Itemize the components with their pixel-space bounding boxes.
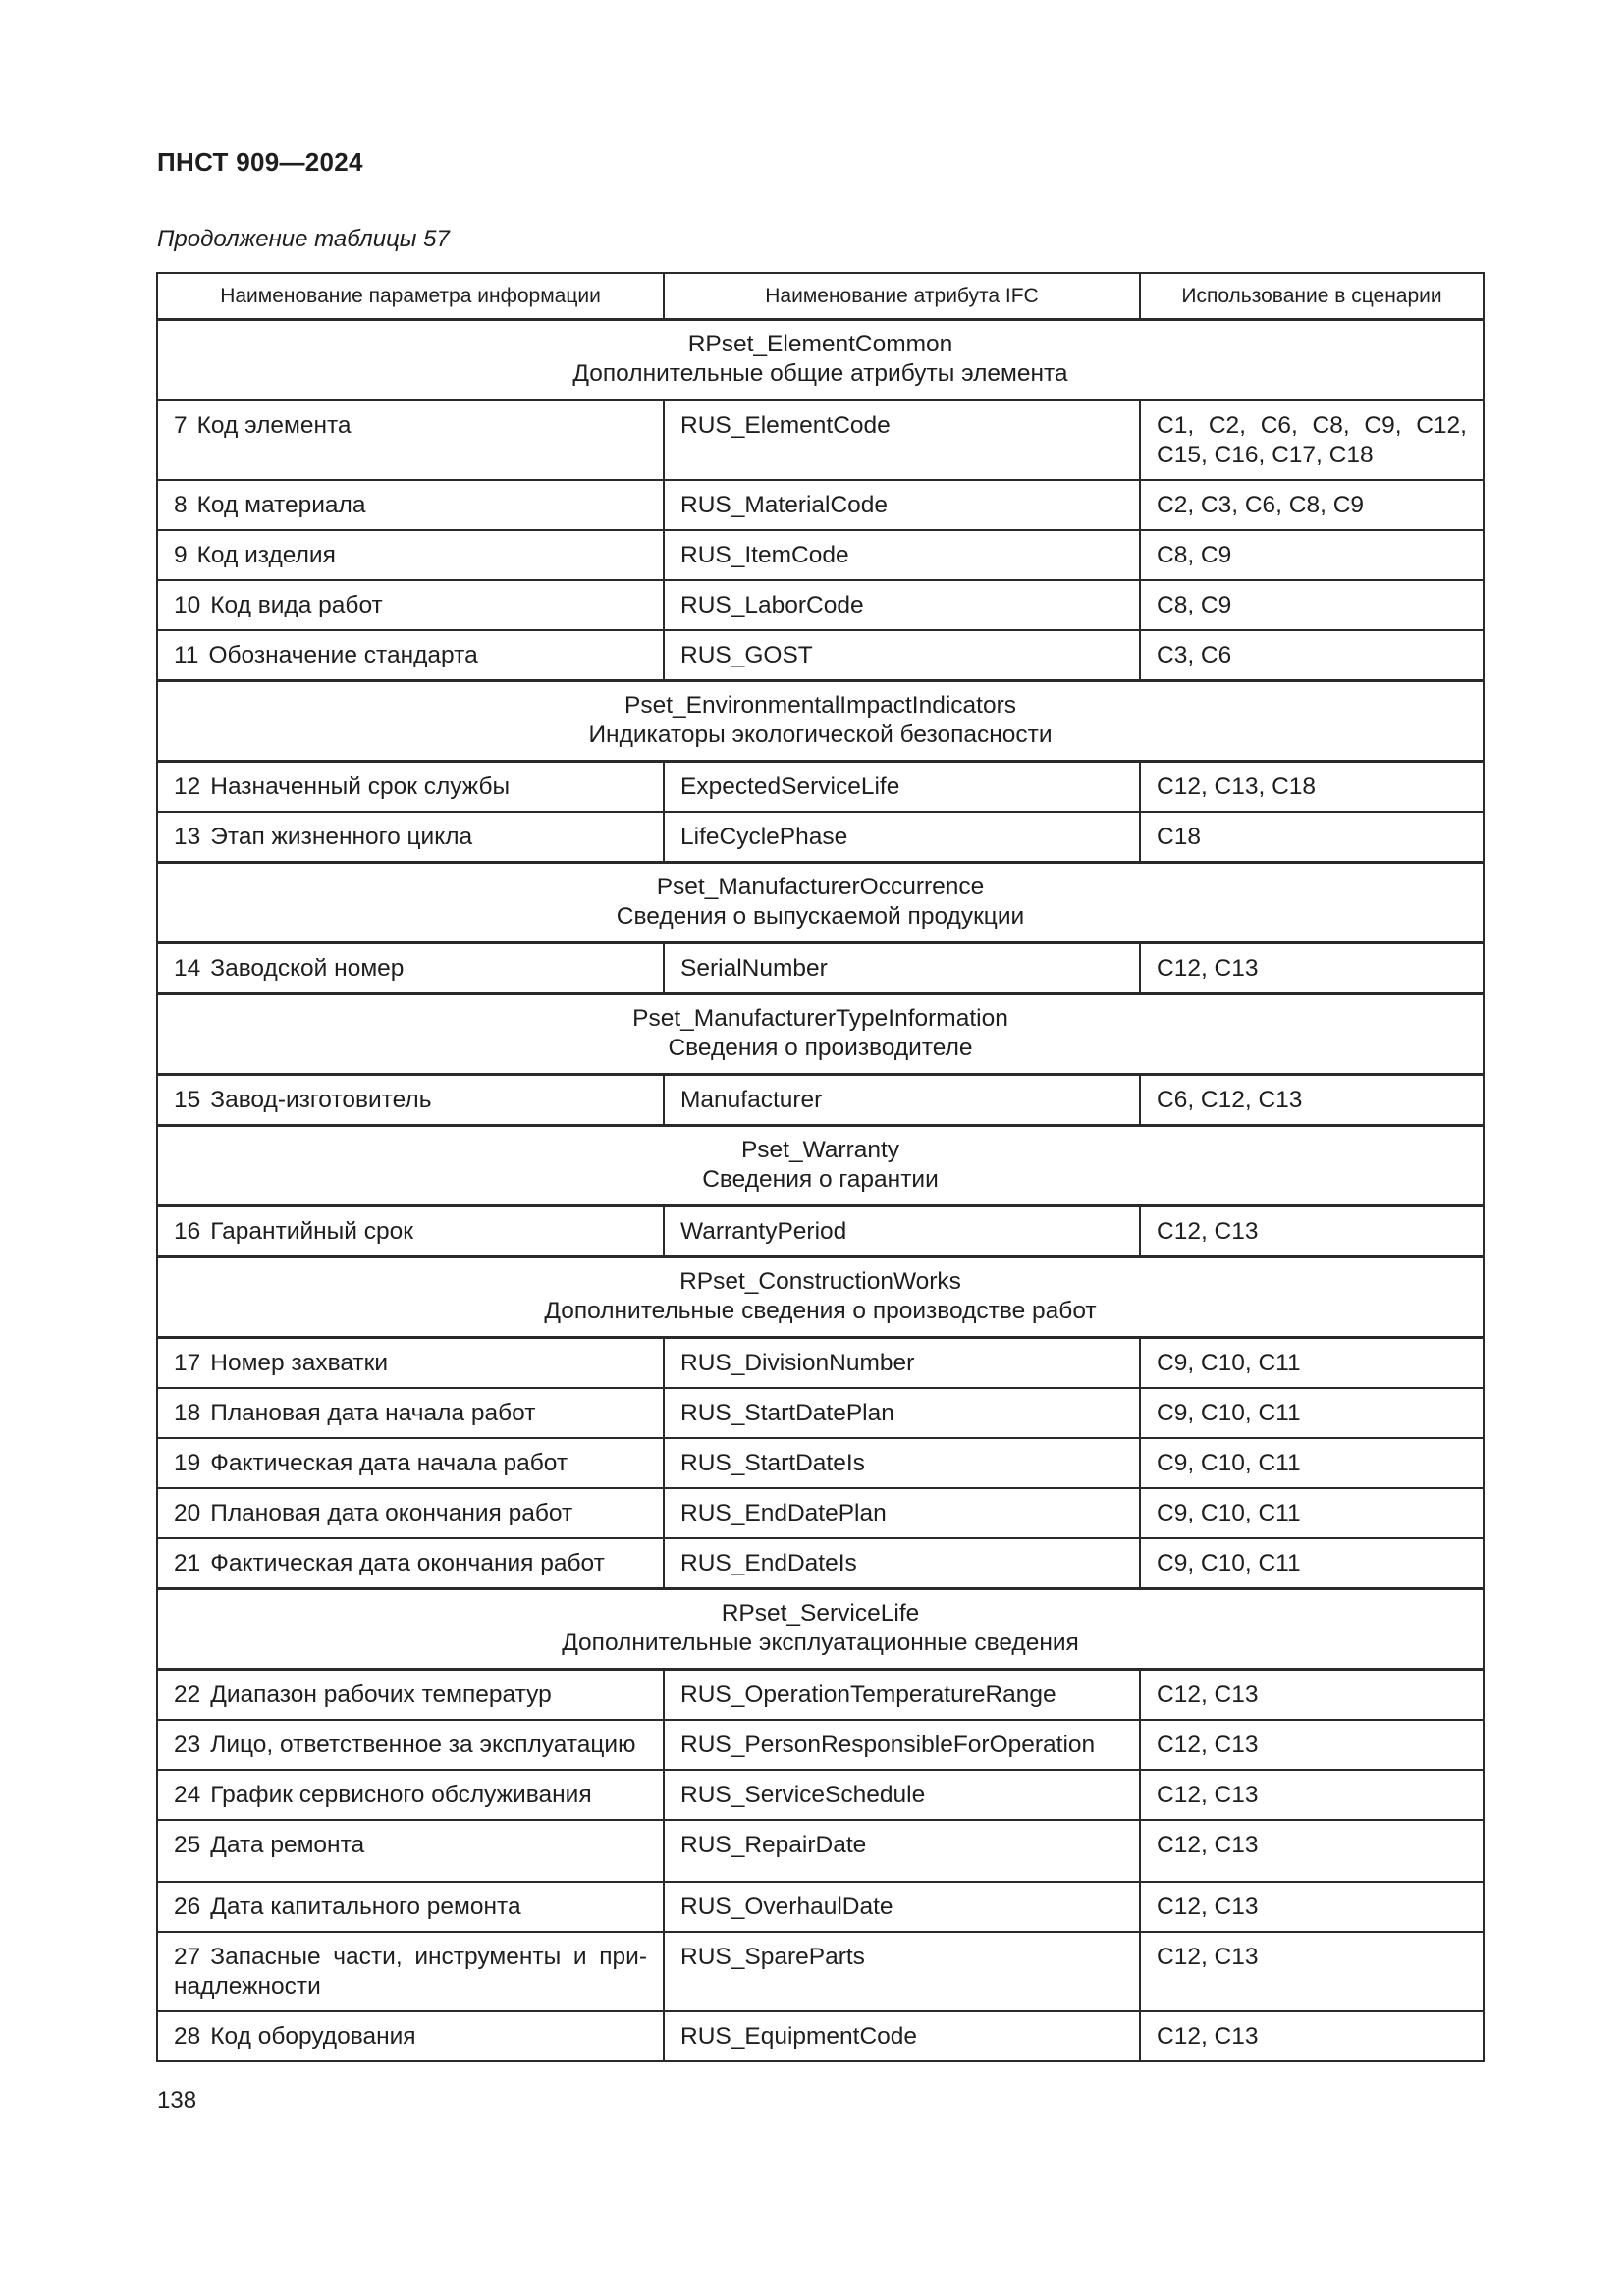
table-header-row xyxy=(157,273,1484,320)
row-number: 24 xyxy=(174,1782,201,1808)
parameter-cell xyxy=(157,2011,664,2061)
property-set-description: Сведения о выпускаемой продукции xyxy=(616,903,1025,930)
parameter-cell xyxy=(157,630,664,681)
scenario-usage-cell: C9, C10, C11 xyxy=(1140,1538,1484,1589)
parameter-cell xyxy=(157,1932,664,2011)
row-number: 21 xyxy=(174,1550,201,1576)
table-row xyxy=(157,1338,1484,1389)
table-row xyxy=(157,1882,1484,1932)
table-row xyxy=(157,1720,1484,1770)
parameter-name: Дата ремонта xyxy=(210,1832,365,1858)
table-row xyxy=(157,1388,1484,1438)
page-number: 138 xyxy=(157,2087,197,2113)
row-number: 9 xyxy=(174,542,188,568)
parameter-name: График сервисного обслуживания xyxy=(210,1782,592,1808)
parameter-cell xyxy=(157,1882,664,1932)
column-header-ifc-attribute: Наименование атрибута IFC xyxy=(664,273,1140,320)
property-set-name: Pset_ManufacturerOccurrence xyxy=(656,874,985,900)
parameters-table xyxy=(156,272,1485,2062)
ifc-attribute-cell: RUS_StartDateIs xyxy=(664,1438,1140,1488)
parameter-name: Код оборудования xyxy=(210,2023,416,2050)
ifc-attribute-cell: RUS_ServiceSchedule xyxy=(664,1770,1140,1820)
property-set-description: Сведения о производителе xyxy=(668,1035,973,1061)
column-header-parameter: Наименование параметра информации xyxy=(157,273,664,320)
parameter-cell xyxy=(157,812,664,863)
parameter-name: Код элемента xyxy=(196,412,352,439)
row-number: 27 xyxy=(174,1944,201,1970)
row-number: 12 xyxy=(174,774,201,800)
scenario-usage-cell: C12, C13 xyxy=(1140,1820,1484,1882)
table-row xyxy=(157,812,1484,863)
parameter-cell xyxy=(157,762,664,813)
table-row xyxy=(157,400,1484,481)
parameter-cell xyxy=(157,943,664,994)
parameter-name: Запасные части, инструменты и при-надлежности xyxy=(174,1944,647,2000)
property-set-description: Дополнительные эксплуатационные сведения xyxy=(562,1629,1079,1656)
parameter-name: Код изделия xyxy=(196,542,336,568)
property-set-description: Сведения о гарантии xyxy=(702,1166,939,1193)
parameter-name: Лицо, ответственное за эксплуатацию xyxy=(210,1732,636,1758)
table-row xyxy=(157,580,1484,630)
parameter-name: Обозначение стандарта xyxy=(208,642,478,668)
row-number: 10 xyxy=(174,592,201,618)
ifc-attribute-cell: RUS_StartDatePlan xyxy=(664,1388,1140,1438)
row-number: 26 xyxy=(174,1894,201,1920)
row-number: 17 xyxy=(174,1350,201,1376)
scenario-usage-cell: C9, C10, C11 xyxy=(1140,1338,1484,1389)
parameter-cell xyxy=(157,400,664,481)
table-row xyxy=(157,1488,1484,1538)
property-set-description: Дополнительные общие атрибуты элемента xyxy=(572,360,1068,387)
scenario-usage-cell: C12, C13, C18 xyxy=(1140,762,1484,813)
ifc-attribute-cell: SerialNumber xyxy=(664,943,1140,994)
parameter-name: Завод-изготовитель xyxy=(210,1087,432,1113)
table-row xyxy=(157,1820,1484,1882)
ifc-attribute-cell: RUS_LaborCode xyxy=(664,580,1140,630)
parameter-cell xyxy=(157,1075,664,1126)
row-number: 8 xyxy=(174,492,188,518)
parameter-cell xyxy=(157,1338,664,1389)
parameter-name: Номер захватки xyxy=(210,1350,389,1376)
row-number: 20 xyxy=(174,1500,201,1526)
table-row xyxy=(157,1206,1484,1257)
row-number: 14 xyxy=(174,955,201,982)
parameter-name: Код вида работ xyxy=(210,592,383,618)
ifc-attribute-cell: RUS_MaterialCode xyxy=(664,480,1140,530)
ifc-attribute-cell: RUS_OverhaulDate xyxy=(664,1882,1140,1932)
row-number: 13 xyxy=(174,824,201,850)
ifc-attribute-cell: RUS_PersonResponsibleForOperation xyxy=(664,1720,1140,1770)
scenario-usage-cell: C12, C13 xyxy=(1140,1882,1484,1932)
parameter-cell xyxy=(157,530,664,580)
group-header-row xyxy=(157,863,1484,943)
parameter-name: Диапазон рабочих температур xyxy=(210,1682,552,1708)
ifc-attribute-cell: RUS_DivisionNumber xyxy=(664,1338,1140,1389)
scenario-usage-cell: C1, C2, C6, C8, C9, C12, C15, C16, C17, C18 xyxy=(1140,400,1484,481)
document-code: ПНСТ 909—2024 xyxy=(157,147,363,177)
property-set-description: Индикаторы экологической безопасности xyxy=(588,721,1053,748)
scenario-usage-cell: C12, C13 xyxy=(1140,1206,1484,1257)
parameter-name: Этап жизненного цикла xyxy=(210,824,473,850)
row-number: 23 xyxy=(174,1732,201,1758)
parameter-cell xyxy=(157,1820,664,1882)
ifc-attribute-cell: Manufacturer xyxy=(664,1075,1140,1126)
group-header-row xyxy=(157,320,1484,400)
group-header-row xyxy=(157,1589,1484,1670)
scenario-usage-cell: C12, C13 xyxy=(1140,1670,1484,1721)
table-row xyxy=(157,762,1484,813)
table-row xyxy=(157,2011,1484,2061)
property-set-name: RPset_ElementCommon xyxy=(687,331,953,357)
ifc-attribute-cell: WarrantyPeriod xyxy=(664,1206,1140,1257)
scenario-usage-cell: C12, C13 xyxy=(1140,1770,1484,1820)
table-row xyxy=(157,1538,1484,1589)
scenario-usage-cell: C12, C13 xyxy=(1140,2011,1484,2061)
ifc-attribute-cell: RUS_ElementCode xyxy=(664,400,1140,481)
ifc-attribute-cell: RUS_SpareParts xyxy=(664,1932,1140,2011)
scenario-usage-cell: C18 xyxy=(1140,812,1484,863)
scenario-usage-cell: C12, C13 xyxy=(1140,1720,1484,1770)
group-header-cell xyxy=(157,320,1484,400)
column-header-scenario-usage: Использование в сценарии xyxy=(1140,273,1484,320)
table-row xyxy=(157,1075,1484,1126)
row-number: 11 xyxy=(174,642,199,668)
ifc-attribute-cell: RUS_EquipmentCode xyxy=(664,2011,1140,2061)
table-row xyxy=(157,943,1484,994)
row-number: 15 xyxy=(174,1087,201,1113)
scenario-usage-cell: C12, C13 xyxy=(1140,943,1484,994)
table-row xyxy=(157,1932,1484,2011)
ifc-attribute-cell: RUS_EndDatePlan xyxy=(664,1488,1140,1538)
group-header-cell xyxy=(157,1126,1484,1206)
scenario-usage-cell: C6, C12, C13 xyxy=(1140,1075,1484,1126)
scenario-usage-cell: C2, C3, C6, C8, C9 xyxy=(1140,480,1484,530)
parameter-cell xyxy=(157,580,664,630)
parameter-name: Назначенный срок службы xyxy=(210,774,511,800)
parameter-name: Заводской номер xyxy=(210,955,405,982)
group-header-cell xyxy=(157,1257,1484,1338)
table-row xyxy=(157,1438,1484,1488)
group-header-row xyxy=(157,1257,1484,1338)
row-number: 18 xyxy=(174,1400,201,1426)
table-row xyxy=(157,630,1484,681)
parameter-name: Гарантийный срок xyxy=(210,1218,414,1245)
group-header-cell xyxy=(157,863,1484,943)
ifc-attribute-cell: RUS_GOST xyxy=(664,630,1140,681)
parameter-cell xyxy=(157,1388,664,1438)
table-row xyxy=(157,480,1484,530)
scenario-usage-cell: C9, C10, C11 xyxy=(1140,1438,1484,1488)
parameter-cell xyxy=(157,1670,664,1721)
parameter-name: Плановая дата окончания работ xyxy=(210,1500,573,1526)
row-number: 28 xyxy=(174,2023,201,2050)
parameter-name: Код материала xyxy=(196,492,366,518)
parameter-cell xyxy=(157,480,664,530)
table-caption: Продолжение таблицы 57 xyxy=(157,226,450,252)
parameter-cell xyxy=(157,1488,664,1538)
row-number: 16 xyxy=(174,1218,201,1245)
scenario-usage-cell: C8, C9 xyxy=(1140,580,1484,630)
row-number: 7 xyxy=(174,412,188,439)
property-set-name: Pset_ManufacturerTypeInformation xyxy=(632,1005,1008,1032)
ifc-attribute-cell: ExpectedServiceLife xyxy=(664,762,1140,813)
row-number: 19 xyxy=(174,1450,201,1476)
group-header-cell xyxy=(157,1589,1484,1670)
parameter-cell xyxy=(157,1720,664,1770)
parameter-cell xyxy=(157,1538,664,1589)
group-header-row xyxy=(157,994,1484,1075)
ifc-attribute-cell: LifeCyclePhase xyxy=(664,812,1140,863)
scenario-usage-cell: C8, C9 xyxy=(1140,530,1484,580)
property-set-name: Pset_Warranty xyxy=(740,1137,900,1163)
parameter-cell xyxy=(157,1206,664,1257)
scenario-usage-cell: C9, C10, C11 xyxy=(1140,1488,1484,1538)
parameter-name: Фактическая дата окончания работ xyxy=(210,1550,605,1576)
property-set-name: RPset_ConstructionWorks xyxy=(679,1268,961,1295)
row-number: 25 xyxy=(174,1832,201,1858)
group-header-row xyxy=(157,681,1484,762)
property-set-description: Дополнительные сведения о производстве работ xyxy=(544,1298,1097,1324)
group-header-cell xyxy=(157,994,1484,1075)
parameter-cell xyxy=(157,1770,664,1820)
ifc-attribute-cell: RUS_ItemCode xyxy=(664,530,1140,580)
ifc-attribute-cell: RUS_OperationTemperatureRange xyxy=(664,1670,1140,1721)
parameter-name: Плановая дата начала работ xyxy=(210,1400,536,1426)
group-header-row xyxy=(157,1126,1484,1206)
scenario-usage-cell: C3, C6 xyxy=(1140,630,1484,681)
ifc-attribute-cell: RUS_RepairDate xyxy=(664,1820,1140,1882)
parameter-cell xyxy=(157,1438,664,1488)
property-set-name: RPset_ServiceLife xyxy=(721,1600,920,1627)
parameter-name: Дата капитального ремонта xyxy=(210,1894,521,1920)
row-number: 22 xyxy=(174,1682,201,1708)
table-row xyxy=(157,1770,1484,1820)
property-set-name: Pset_EnvironmentalImpactIndicators xyxy=(624,692,1016,719)
scenario-usage-cell: C9, C10, C11 xyxy=(1140,1388,1484,1438)
parameter-name: Фактическая дата начала работ xyxy=(210,1450,568,1476)
ifc-attribute-cell: RUS_EndDateIs xyxy=(664,1538,1140,1589)
group-header-cell xyxy=(157,681,1484,762)
scenario-usage-cell: C12, C13 xyxy=(1140,1932,1484,2011)
table-row xyxy=(157,530,1484,580)
table-row xyxy=(157,1670,1484,1721)
